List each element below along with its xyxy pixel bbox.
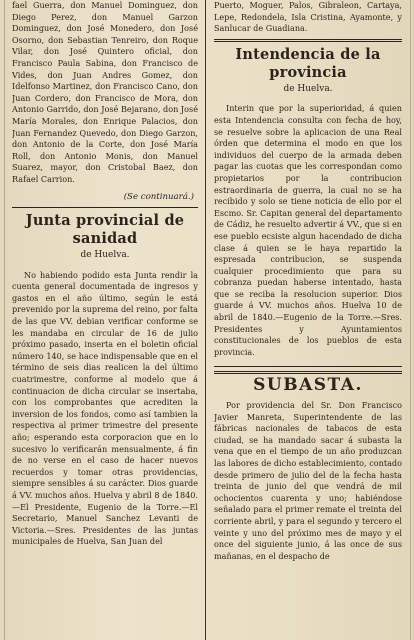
junta-subtitle: de Huelva. <box>80 250 130 261</box>
page-edge-right <box>410 0 411 640</box>
left-intro-text: fael Guerra, don Manuel Dominguez, don Diego Perez, don Manuel Garzon Dominguez, don José Monedero, don José Osorno, don Sebastian Tenreiro, don Roque Vilar, don José Quintero oficial, don Francisco Paula Sabina, don Francisco de Vides, don Juan Andres Gomez, don Idelfonso Martinez, don Francisco Cano, don Juan Cordero, don Francisco de Mora, don Antonio Garrido, don José Bejarano, don José María Morales, don Enrique Palacios, don Juan Fernandez Quevedo, don Diego Garzon, don Antonio de la Corte, don José María Roll, don Antonio Monis, don Manuel Suarez, mayor, don Cristobal Baez, don Rafael Carrion. <box>12 0 198 184</box>
section-rule-double <box>214 39 402 42</box>
subasta-body: Por providencia del Sr. Don Francisco Javier Manreta, Superintendente de las fábricas nacionales de tabacos de esta ciudad, se ha mandado sacar á subasta la vena que en el tiempo de un año produzcan las labores de dicho establecimiento, contado desde primero de julio del de la fecha hasta treinta de junio del que vendrá de mil ochocientos cuarenta y uno; habiéndose señalado para el primer remate el treinta del corriente abril, y para el segundo y tercero el veinte y uno del próximo mes de mayo y el once del siguiente junio, á las once de sus mañanas, en el despacho de <box>214 400 402 561</box>
right-intro-text: Puerto, Moguer, Palos, Gibraleon, Cartaya, Lepe, Redondela, Isla Cristina, Ayamonte, y Sanlucar de Guadiana. <box>214 0 402 34</box>
continuation-note: (Se continuará.) <box>123 191 194 202</box>
intendencia-body: Interin que por la superioridad, á quien esta Intendencia consulta con fecha de hoy, se resuelve sobre la aplicacion de una Real órden que determina el modo en que los individuos del cuerpo de la armada deben pagar las cuotas que les correspondan como propietarios por la contribucion estraordinaria de guerra, la cual no se ha recibido y solo se tiene noticia de ello por el Escmo. Sr. Capitan general del departamento de Cádiz, he resuelto advertir á VV., que si en ese pueblo ecsiste algun hacendado de dicha clase á quien se le haya repartido la espresada contribucion, se suspenda cualquier procedimiento que para su cobranza puedan haberse intentado, hasta que se reciba la resolucion superior. Dios guarde á VV. muchos años. Huelva 10 de abril de 1840.—Eugenio de la Torre.—Sres. Presidentes y Ayuntamientos constitucionales de los pueblos de esta provincia. <box>214 103 402 357</box>
intendencia-title: Intendencia de la provincia <box>235 45 381 81</box>
page-edge-left <box>4 0 5 640</box>
section-rule-double-2 <box>214 371 402 374</box>
left-column <box>12 0 198 640</box>
junta-title: Junta provincial de sanidad <box>25 212 185 248</box>
intendencia-subtitle: de Huelva. <box>283 83 333 94</box>
section-rule <box>12 207 198 208</box>
column-divider <box>205 0 206 640</box>
section-rule-thin <box>214 366 402 367</box>
junta-body: No habiendo podido esta Junta rendir la cuenta general documentada de ingresos y gastos en el año último, según le está prevenido por la suprema del reino, por falta de las que VV. debian verificar conforme se les mandaba en circular de 16 de julio próximo pasado, inserta en el boletin oficial número 140, se hace indispensable que en el término de seis dias realicen la del último cuatrimestre, conforme al modelo que á continuacion de dicha circular se insertaba, con los comprobantes que acrediten la inversion de los fondos, como así tambien la respectiva al primer trimestre del presente año; esperando esta corporacion que en lo sucesivo lo verificarán mensualmente, á fin de no verse en el caso de hacer nuevos recuerdos y tomar otras providencias, siempre sensibles á su carácter. Dios guarde á VV. muchos años. Huelva y abril 8 de 1840.—El Presidente, Eugenio de la Torre.—El Secretario, Manuel Sanchez Levanti de Victoria.—Sres. Presidentes de las juntas municipales de Huelva, San Juan del <box>12 269 198 547</box>
right-column <box>214 0 402 640</box>
subasta-title: SUBASTA. <box>253 375 363 396</box>
